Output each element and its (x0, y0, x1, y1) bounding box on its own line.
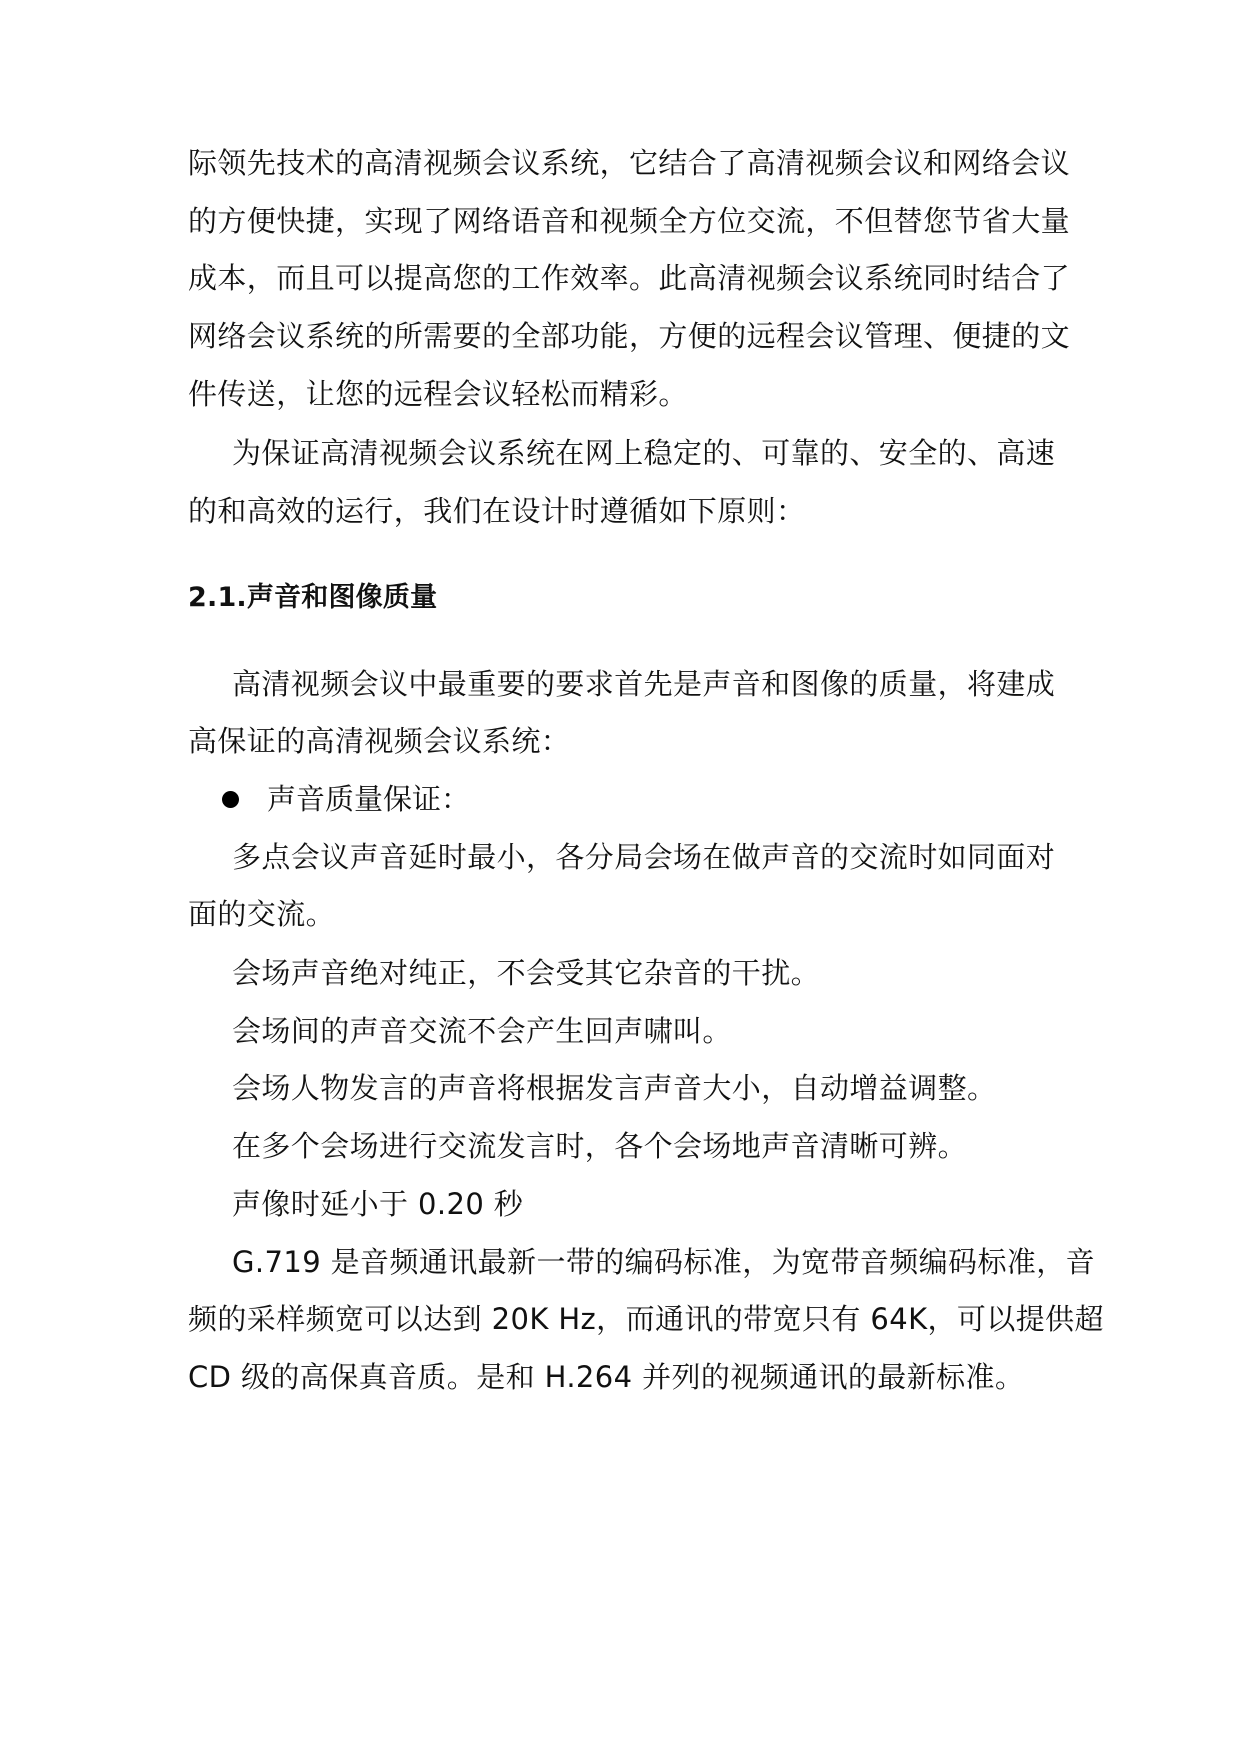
intro-line-2: 的方便快捷，实现了网络语音和视频全方位交流，不但替您节省大量 (188, 204, 1071, 238)
bullet-audio-label: 声音质量保证： (267, 782, 471, 816)
principles-line-1: 为保证高清视频会议系统在网上稳定的、可靠的、安全的、高速 (232, 436, 1056, 470)
principles-line-2: 的和高效的运行，我们在设计时遵循如下原则： (188, 494, 806, 528)
delay-line-1: 多点会议声音延时最小，各分局会场在做声音的交流时如同面对 (232, 840, 1056, 874)
intro-line-5: 件传送，让您的远程会议轻松而精彩。 (188, 377, 688, 411)
g719-line-1: G.719 是音频通讯最新一带的编码标准，为宽带音频编码标准，音 (232, 1245, 1096, 1279)
g719-line-2: 频的采样频宽可以达到 20K Hz，而通讯的带宽只有 64K，可以提供超 (188, 1302, 1104, 1336)
intro-line-4: 网络会议系统的所需要的全部功能，方便的远程会议管理、便捷的文 (188, 319, 1071, 353)
item-line-2: 会场间的声音交流不会产生回声啸叫。 (232, 1014, 732, 1048)
quality-line-2: 高保证的高清视频会议系统： (188, 724, 571, 758)
item-line-5: 声像时延小于 0.20 秒 (232, 1187, 524, 1221)
bullet-audio-quality (222, 779, 470, 819)
g719-line-3: CD 级的高保真音质。是和 H.264 并列的视频通讯的最新标准。 (188, 1360, 1025, 1394)
item-line-3: 会场人物发言的声音将根据发言声音大小，自动增益调整。 (232, 1071, 997, 1105)
bullet-dot-icon (222, 791, 239, 808)
intro-line-3: 成本，而且可以提高您的工作效率。此高清视频会议系统同时结合了 (188, 261, 1071, 295)
section-heading: 2.1.声音和图像质量 (188, 582, 438, 613)
delay-line-2: 面的交流。 (188, 897, 336, 931)
item-line-4: 在多个会场进行交流发言时，各个会场地声音清晰可辨。 (232, 1129, 968, 1163)
intro-line-1: 际领先技术的高清视频会议系统，它结合了高清视频会议和网络会议 (188, 146, 1071, 180)
quality-line-1: 高清视频会议中最重要的要求首先是声音和图像的质量，将建成 (232, 667, 1056, 701)
item-line-1: 会场声音绝对纯正，不会受其它杂音的干扰。 (232, 956, 821, 990)
